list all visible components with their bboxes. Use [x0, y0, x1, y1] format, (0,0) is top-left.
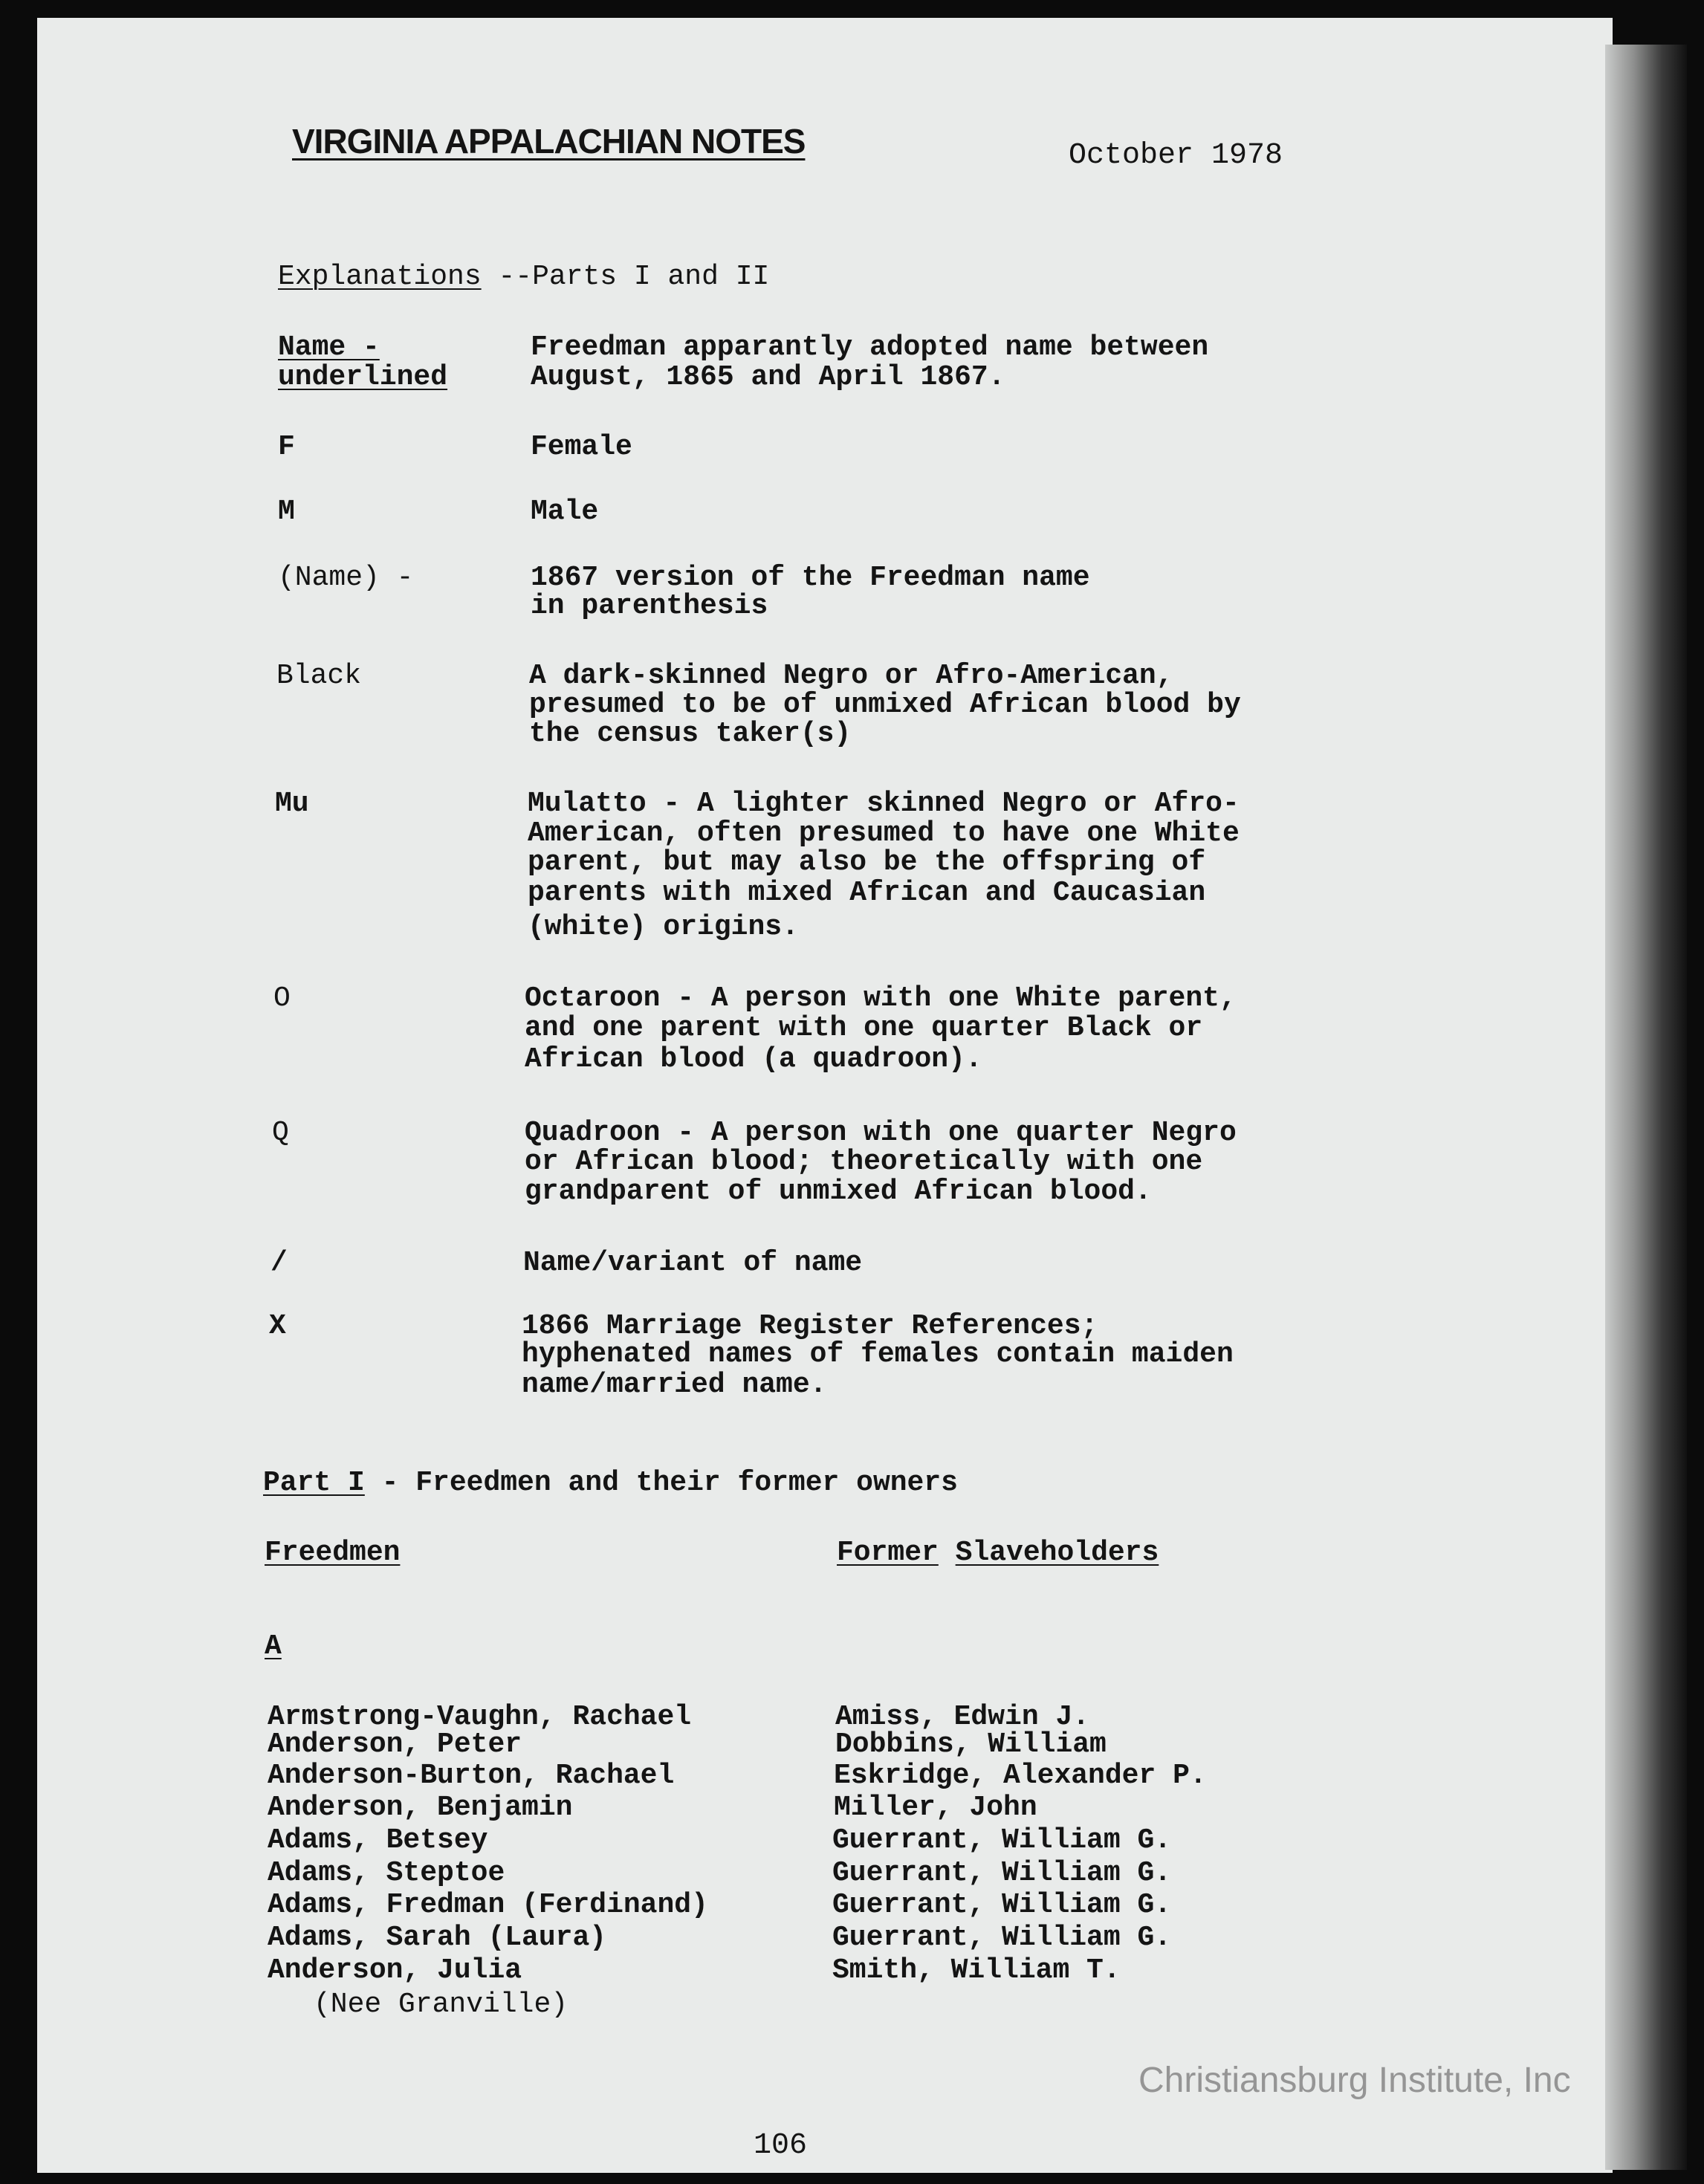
definition-line: in parenthesis	[531, 590, 768, 622]
freedman-name: Adams, Sarah (Laura)	[268, 1922, 607, 1954]
term-mu: Mu	[275, 788, 309, 820]
term-name-underlined: underlined	[278, 361, 448, 393]
term-female: F	[278, 431, 295, 463]
definition-line: parents with mixed African and Caucasian	[528, 877, 1206, 909]
definition-line: Freedman apparantly adopted name between	[531, 331, 1209, 363]
owner-name: Guerrant, William G.	[832, 1889, 1172, 1921]
freedman-name: Anderson-Burton, Rachael	[268, 1760, 675, 1792]
term-name-parenthesis: (Name) -	[278, 562, 414, 594]
term-quadroon: Q	[272, 1117, 289, 1149]
owner-name: Guerrant, William G.	[832, 1922, 1172, 1954]
definition-line: American, often presumed to have one White	[528, 817, 1240, 849]
definition-line: presumed to be of unmixed African blood by	[529, 689, 1241, 721]
definition-line: name/married name.	[522, 1369, 827, 1401]
freedman-name: Anderson, Benjamin	[268, 1792, 573, 1824]
explanations-heading: Explanations --Parts I and II	[278, 261, 770, 293]
freedman-name: Adams, Steptoe	[268, 1857, 505, 1889]
term-slash: /	[270, 1247, 288, 1279]
definition-line: Name/variant of name	[523, 1247, 863, 1279]
issue-date: October 1978	[1069, 139, 1283, 172]
definition-line: or African blood; theoretically with one	[525, 1146, 1203, 1178]
definition-line: August, 1865 and April 1867.	[531, 361, 1005, 393]
definition-line: Female	[531, 431, 632, 463]
freedman-name: Anderson, Julia	[268, 1954, 522, 1986]
part-one-heading: Part I - Freedmen and their former owners	[263, 1467, 958, 1499]
term-male: M	[278, 496, 295, 528]
definition-line: Mulatto - A lighter skinned Negro or Afro-	[528, 788, 1240, 820]
term-octaroon: O	[273, 982, 291, 1014]
term-x: X	[269, 1310, 286, 1342]
definition-line: Male	[531, 496, 599, 528]
definition-line: and one parent with one quarter Black or	[525, 1012, 1203, 1044]
definition-line: Quadroon - A person with one quarter Negro	[525, 1117, 1237, 1149]
column-header-slaveholders: Former Slaveholders	[837, 1537, 1159, 1569]
definition-line: (white) origins.	[528, 911, 799, 943]
page-number: 106	[754, 2129, 808, 2162]
maiden-name-note: (Nee Granville)	[314, 1989, 568, 2021]
owner-name: Smith, William T.	[832, 1954, 1121, 1986]
definition-line: 1866 Marriage Register References;	[522, 1310, 1098, 1342]
definition-line: African blood (a quadroon).	[525, 1043, 982, 1075]
definition-line: A dark-skinned Negro or Afro-American,	[529, 660, 1173, 692]
section-letter: A	[265, 1630, 282, 1662]
archive-watermark: Christiansburg Institute, Inc	[1138, 2061, 1571, 2100]
definition-line: the census taker(s)	[529, 718, 852, 750]
freedman-name: Anderson, Peter	[268, 1728, 522, 1760]
freedman-name: Adams, Betsey	[268, 1824, 488, 1856]
page-edge-shadow	[1605, 45, 1687, 2170]
definition-line: hyphenated names of females contain maiden	[522, 1338, 1234, 1370]
definition-line: parent, but may also be the offspring of	[528, 846, 1206, 878]
definition-line: grandparent of unmixed African blood.	[525, 1176, 1152, 1208]
term-black: Black	[276, 660, 362, 692]
owner-name: Guerrant, William G.	[832, 1824, 1172, 1856]
column-header-freedmen: Freedmen	[265, 1537, 401, 1569]
owner-name: Miller, John	[834, 1792, 1037, 1824]
owner-name: Eskridge, Alexander P.	[834, 1760, 1207, 1792]
freedman-name: Adams, Fredman (Ferdinand)	[268, 1889, 708, 1921]
definition-line: 1867 version of the Freedman name	[531, 562, 1090, 594]
owner-name: Guerrant, William G.	[832, 1857, 1172, 1889]
definition-line: Octaroon - A person with one White parent,	[525, 982, 1237, 1014]
owner-name: Amiss, Edwin J.	[835, 1701, 1090, 1733]
newsletter-title: VIRGINIA APPALACHIAN NOTES	[292, 122, 806, 161]
freedman-name: Armstrong-Vaughn, Rachael	[268, 1701, 692, 1733]
term-name-underlined: Name -	[278, 331, 380, 363]
owner-name: Dobbins, William	[835, 1728, 1107, 1760]
